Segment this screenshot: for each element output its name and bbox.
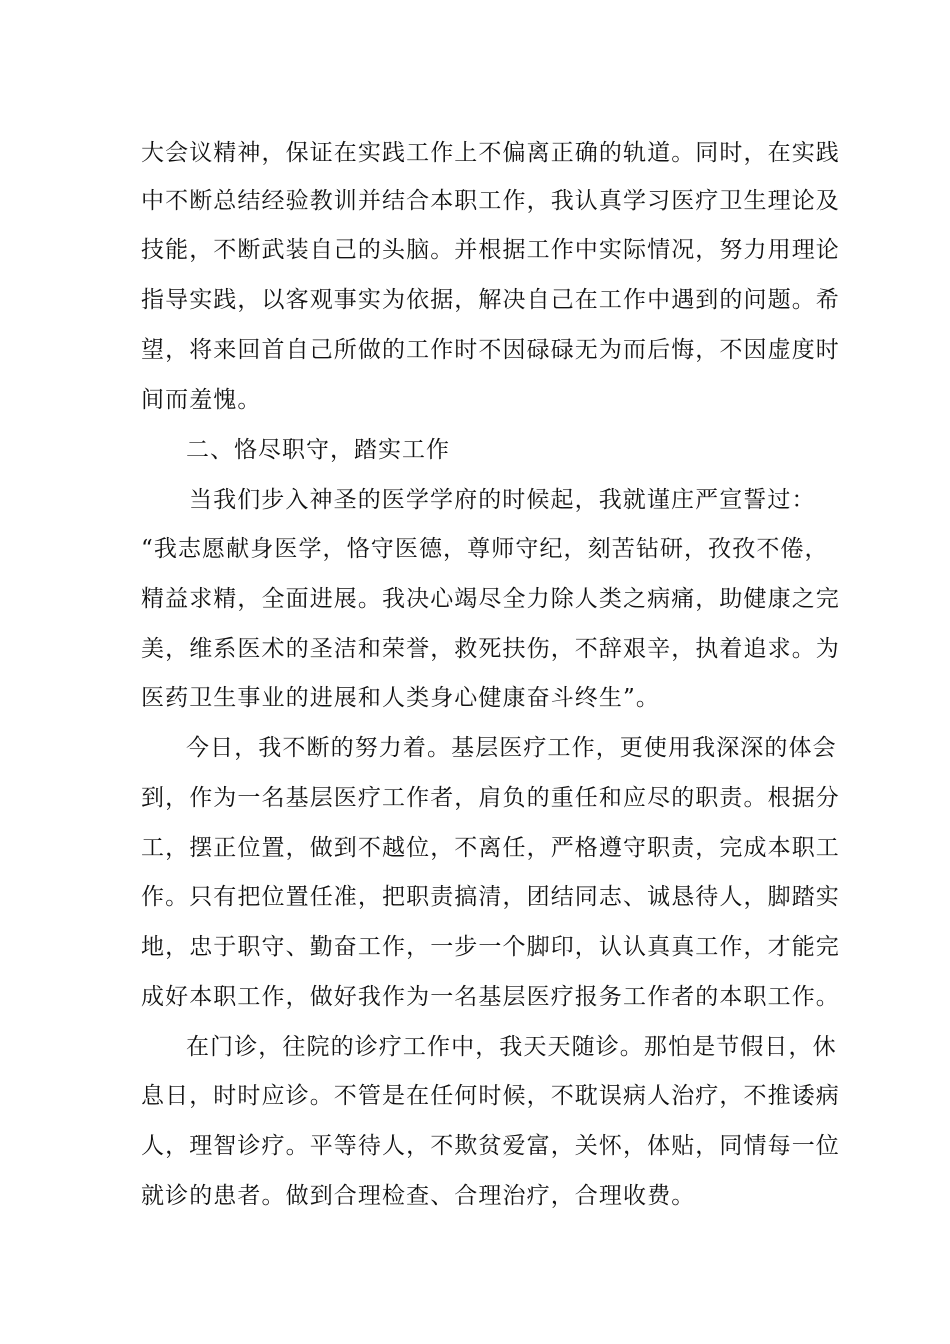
text-line: 医药卫生事业的进展和人类身心健康奋斗终生”。 xyxy=(141,685,660,711)
text-line: 地，忠于职守、勤奋工作，一步一个脚印，认认真真工作，才能完 xyxy=(141,934,840,960)
text-line: 大会议精神，保证在实践工作上不偏离正确的轨道。同时，在实践 xyxy=(141,140,840,166)
text-line: 美，维系医术的圣洁和荣誉，救死扶伤，不辞艰辛，执着追求。为 xyxy=(141,636,840,662)
text-line: 指导实践，以客观事实为依据，解决自己在工作中遇到的问题。希 xyxy=(141,287,840,313)
text-line: 间而羞愧。 xyxy=(141,387,262,413)
text-line: 中不断总结经验教训并结合本职工作，我认真学习医疗卫生理论及 xyxy=(141,188,840,214)
text-line: 息日，时时应诊。不管是在任何时候，不耽误病人治疗，不推诿病 xyxy=(141,1083,840,1109)
text-line: 作。只有把位置任准，把职责搞清，团结同志、诚恳待人，脚踏实 xyxy=(141,884,840,910)
text-line: 成好本职工作，做好我作为一名基层医疗报务工作者的本职工作。 xyxy=(141,984,840,1010)
text-line: 就诊的患者。做到合理检查、合理治疗，合理收费。 xyxy=(141,1183,696,1209)
text-line: 今日，我不断的努力着。基层医疗工作，更使用我深深的体会 xyxy=(186,735,837,761)
text-line: 当我们步入神圣的医学学府的时候起，我就谨庄严宣誓过： xyxy=(189,487,816,513)
text-line: 技能，不断武装自己的头脑。并根据工作中实际情况，努力用理论 xyxy=(141,237,840,263)
text-line: 工，摆正位置，做到不越位，不离任，严格遵守职责，完成本职工 xyxy=(141,835,840,861)
text-line: 望，将来回首自己所做的工作时不因碌碌无为而后悔，不因虚度时 xyxy=(141,337,840,363)
text-line: 在门诊，往院的诊疗工作中，我天天随诊。那怕是节假日，休 xyxy=(186,1034,837,1060)
text-line: “我志愿献身医学，恪守医德，尊师守纪，刻苦钻研，孜孜不倦， xyxy=(141,536,829,562)
text-line: 人，理智诊疗。平等待人，不欺贫爱富，关怀，体贴，同情每一位 xyxy=(141,1133,840,1159)
section-heading: 二、恪尽职守，踏实工作 xyxy=(186,437,450,463)
text-line: 到，作为一名基层医疗工作者，肩负的重任和应尽的职责。根据分 xyxy=(141,785,840,811)
text-line: 精益求精，全面进展。我决心竭尽全力除人类之病痛，助健康之完 xyxy=(141,586,840,612)
